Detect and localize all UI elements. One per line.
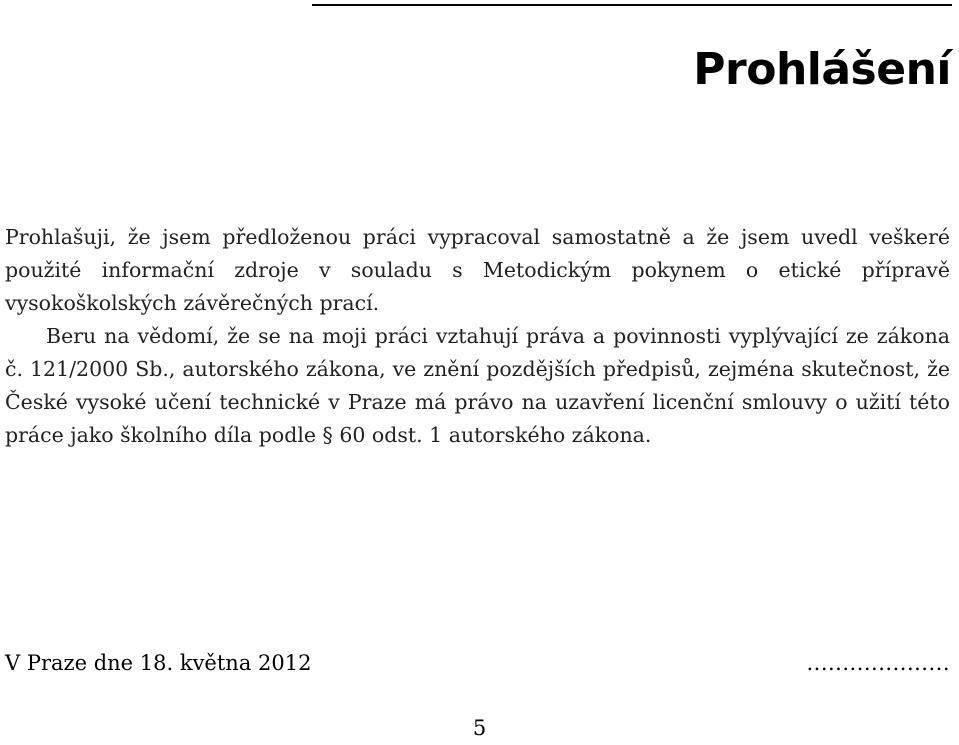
- page-title: Prohlášení: [693, 44, 951, 95]
- declaration-text: [5, 221, 950, 452]
- signature-line: ....................: [806, 651, 950, 675]
- declaration-paragraph-2: Beru na vědomí, že se na moji práci vztahují práva a povinnosti vyplývající ze zákona č. 121/2000 Sb., autorského zákona, ve znění pozdějších předpisů, zejména skutečnost, že České vysoké učení technické v Praze má právo na uzavření licenční smlouvy o užití této práce jako školního díla podle § 60 odst. 1 autorského zákona.: [5, 324, 950, 447]
- page-number: 5: [472, 716, 487, 740]
- signature-row: [5, 646, 950, 680]
- header-rule: [312, 4, 952, 6]
- place-and-date: V Praze dne 18. května 2012: [5, 651, 312, 675]
- declaration-paragraph-1: Prohlašuji, že jsem předloženou práci vypracoval samostatně a že jsem uvedl veškeré použité informační zdroje v souladu s Metodickým pokynem o etické přípravě vysokoškolských závěrečných prací.: [5, 225, 950, 315]
